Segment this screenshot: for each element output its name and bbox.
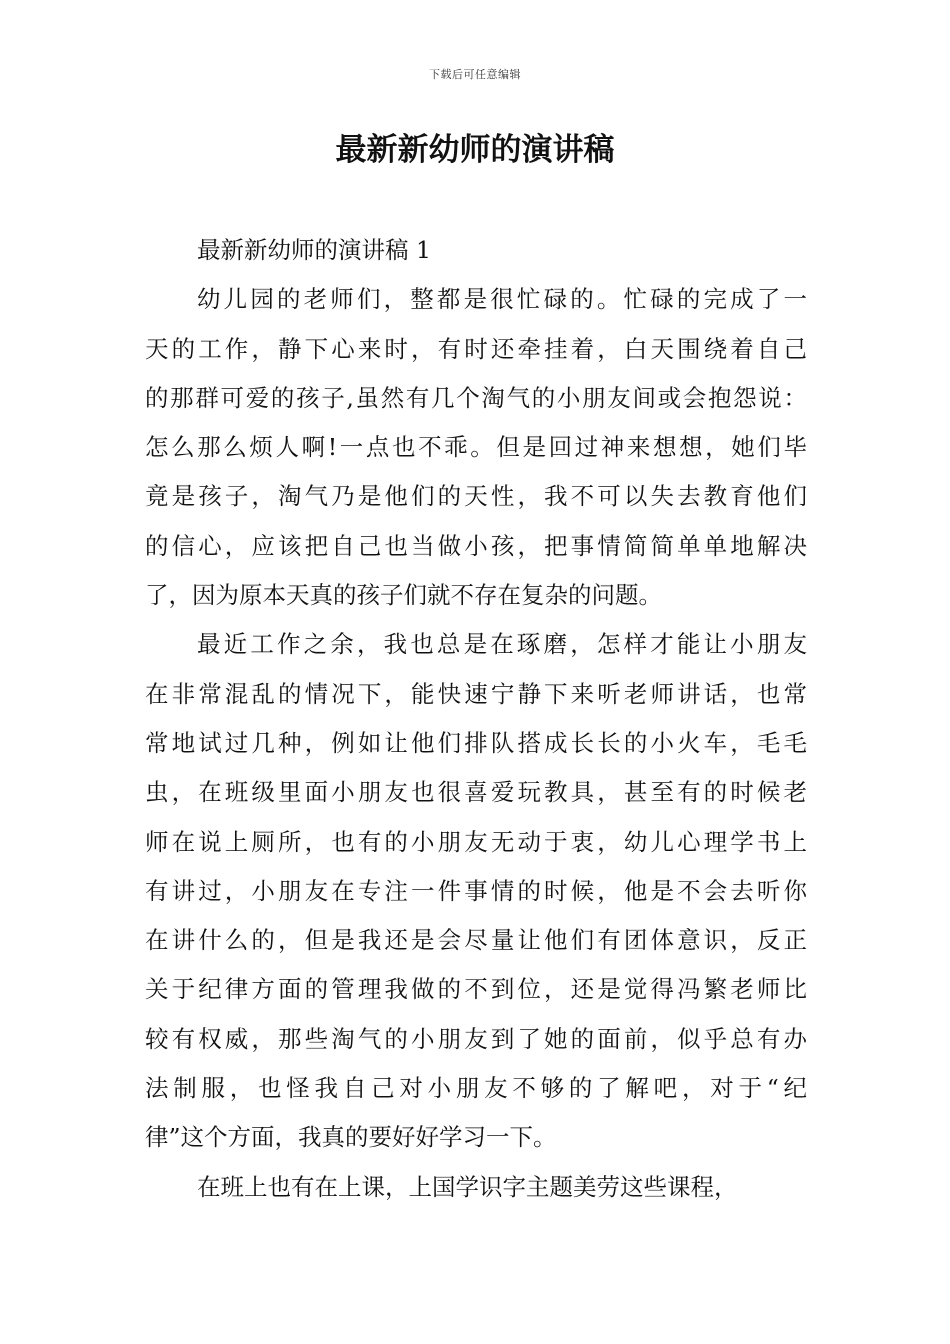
paragraph-1-line-3: 的那群可爱的孩子,虽然有几个淘气的小朋友间或会抱怨说： <box>145 383 807 412</box>
document-body <box>145 226 807 1212</box>
paragraph-1-line-6: 的信心，应该把自己也当做小孩，把事情简简单单地解决 <box>145 531 807 560</box>
paragraph-1-line-2: 天的工作，静下心来时，有时还牵挂着，白天围绕着自己 <box>145 334 807 363</box>
header-note: 下载后可任意编辑 <box>429 68 521 81</box>
paragraph-2-line-7: 在讲什么的，但是我还是会尽量让他们有团体意识，反正 <box>145 926 807 955</box>
paragraph-2-line-10: 法制服，也怪我自己对小朋友不够的了解吧，对于“纪 <box>145 1074 807 1103</box>
paragraph-1-line-4: 怎么那么烦人啊!一点也不乖。但是回过神来想想，她们毕 <box>145 433 807 462</box>
paragraph-1-line-1: 幼儿园的老师们，整都是很忙碌的。忙碌的完成了一 <box>197 285 807 314</box>
paragraph-2-line-2: 在非常混乱的情况下，能快速宁静下来听老师讲话，也常 <box>145 679 807 708</box>
paragraph-3-line-1: 在班上也有在上课，上国学识字主题美劳这些课程， <box>197 1172 738 1201</box>
paragraph-2-line-5: 师在说上厕所，也有的小朋友无动于衷，幼儿心理学书上 <box>145 827 807 856</box>
document-title: 最新新幼师的演讲稿 <box>335 132 615 168</box>
paragraph-2-line-3: 常地试过几种，例如让他们排队搭成长长的小火车，毛毛 <box>145 728 807 757</box>
paragraph-2-line-8: 关于纪律方面的管理我做的不到位，还是觉得冯繁老师比 <box>145 975 807 1004</box>
paragraph-2-line-9: 较有权威，那些淘气的小朋友到了她的面前，似乎总有办 <box>145 1024 807 1053</box>
paragraph-2-line-1: 最近工作之余，我也总是在琢磨，怎样才能让小朋友 <box>197 630 807 659</box>
paragraph-2-line-6: 有讲过，小朋友在专注一件事情的时候，他是不会去听你 <box>145 876 807 905</box>
section-heading: 最新新幼师的演讲稿 1 <box>197 236 431 264</box>
paragraph-2-line-11: 律”这个方面，我真的要好好学习一下。 <box>145 1123 557 1152</box>
paragraph-2-line-4: 虫，在班级里面小朋友也很喜爱玩教具，甚至有的时候老 <box>145 778 807 807</box>
paragraph-1-line-7: 了，因为原本天真的孩子们就不存在复杂的问题。 <box>145 581 662 610</box>
paragraph-1-line-5: 竟是孩子，淘气乃是他们的天性，我不可以失去教育他们 <box>145 482 807 511</box>
